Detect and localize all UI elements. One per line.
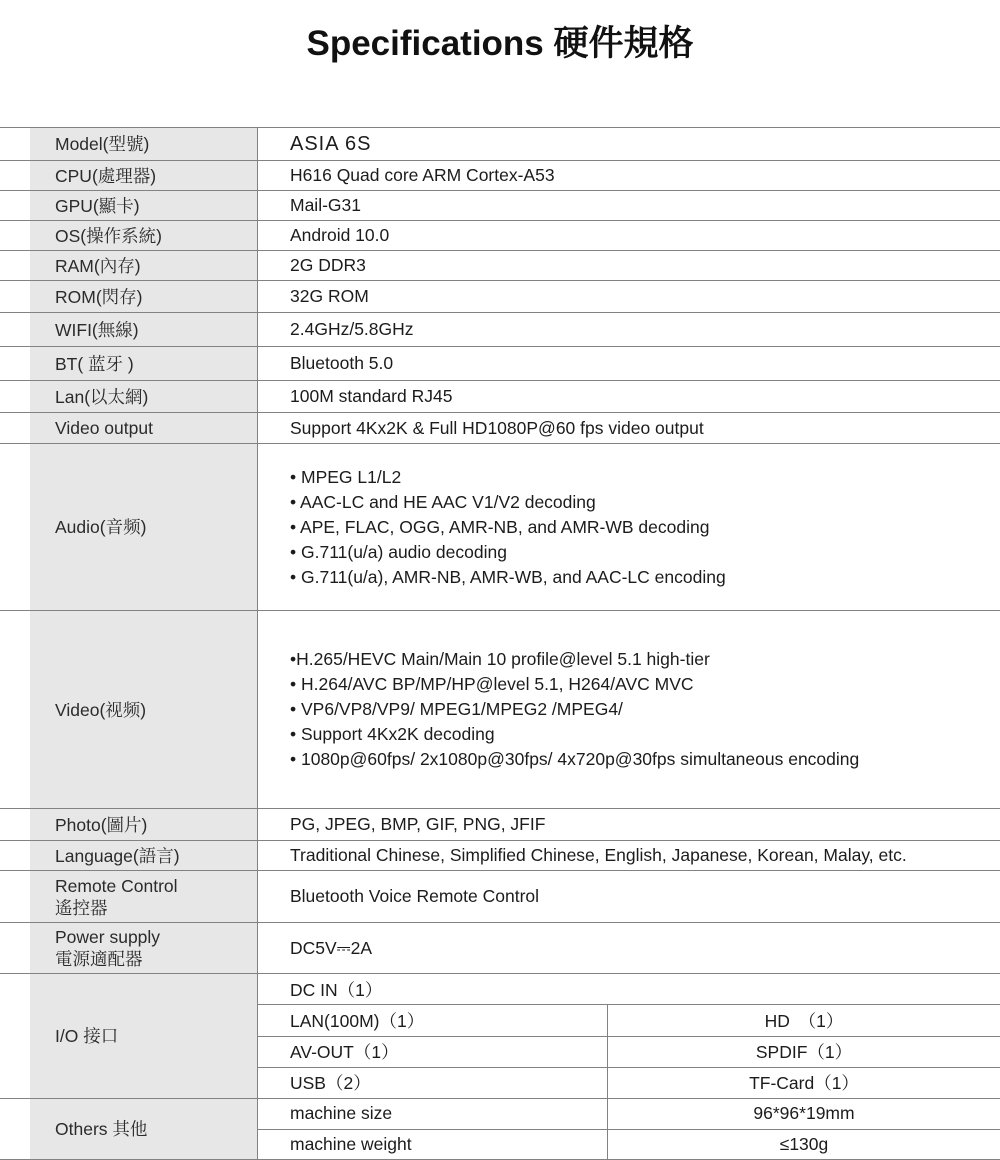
machine-weight-label: machine weight	[290, 1133, 412, 1154]
left-margin	[0, 381, 30, 412]
row-label-remote-line1: Remote Control	[55, 875, 178, 896]
row-value-remote: Bluetooth Voice Remote Control	[290, 886, 540, 906]
row-value-photo: PG, JPEG, BMP, GIF, PNG, JFIF	[290, 814, 546, 834]
audio-feature-item: • APE, FLAC, OGG, AMR-NB, and AMR-WB decoding	[290, 516, 710, 537]
spec-row-language	[0, 840, 1000, 870]
row-label-audio: Audio(音频)	[55, 517, 147, 537]
row-value-model: ASIA 6S	[290, 132, 372, 155]
spec-row-photo	[0, 808, 1000, 840]
row-label-bt: BT( 蓝牙 )	[55, 353, 134, 374]
audio-feature-item: • G.711(u/a) audio decoding	[290, 541, 507, 562]
audio-feature-list	[258, 444, 1000, 610]
spec-row-io	[0, 973, 1000, 1098]
io-subrow-dcin	[258, 974, 1000, 1004]
io-subrow-1	[258, 1004, 1000, 1035]
row-label-video: Video(视频)	[55, 699, 147, 720]
row-label-io: I/O 接口	[55, 1026, 119, 1046]
io-spdif: SPDIF（1）	[755, 1042, 853, 1063]
io-subtable	[258, 974, 1000, 1098]
left-margin	[0, 413, 30, 443]
row-label-others: Others 其他	[55, 1119, 148, 1139]
spec-row-power	[0, 922, 1000, 973]
row-label-os: OS(操作系統)	[55, 225, 162, 246]
left-margin	[0, 444, 30, 610]
row-value-power: DC5V⎓2A	[290, 937, 373, 958]
io-usb: USB（2）	[290, 1073, 371, 1094]
left-margin	[0, 611, 30, 808]
row-label-wifi: WIFI(無線)	[55, 319, 139, 340]
spec-row-video	[0, 610, 1000, 808]
io-lan: LAN(100M)（1）	[290, 1010, 425, 1031]
left-margin	[0, 221, 30, 250]
io-avout: AV-OUT（1）	[290, 1042, 399, 1063]
row-value-language: Traditional Chinese, Simplified Chinese, English, Japanese, Korean, Malay, etc.	[290, 845, 907, 865]
left-margin	[0, 871, 30, 922]
page-title: Specifications 硬件規格	[306, 24, 694, 63]
row-value-cpu: H616 Quad core ARM Cortex-A53	[290, 165, 555, 185]
spec-row-video-output	[0, 412, 1000, 443]
spec-row-rom	[0, 280, 1000, 312]
row-value-rom: 32G ROM	[290, 286, 369, 306]
io-dcin: DC IN（1）	[290, 979, 383, 1000]
row-label-rom: ROM(閃存)	[55, 286, 143, 307]
left-margin	[0, 809, 30, 840]
row-value-video-output: Support 4Kx2K & Full HD1080P@60 fps video output	[290, 417, 704, 438]
others-subrow-weight	[258, 1129, 1000, 1160]
row-label-power-line1: Power supply	[55, 927, 161, 947]
spec-row-cpu	[0, 160, 1000, 190]
left-margin	[0, 281, 30, 312]
left-margin	[0, 347, 30, 380]
row-label-cpu: CPU(處理器)	[55, 165, 157, 186]
left-margin	[0, 313, 30, 346]
left-margin	[0, 251, 30, 280]
video-feature-item: •H.265/HEVC Main/Main 10 profile@level 5.1 high-tier	[290, 649, 710, 669]
spec-row-remote	[0, 870, 1000, 922]
spec-table	[0, 127, 1000, 1160]
row-value-gpu: Mail-G31	[290, 195, 361, 215]
row-label-ram: RAM(內存)	[55, 255, 141, 276]
row-value-os: Android 10.0	[290, 225, 390, 245]
spec-row-gpu	[0, 190, 1000, 220]
audio-feature-item: • AAC-LC and HE AAC V1/V2 decoding	[290, 491, 596, 512]
audio-feature-item: • MPEG L1/L2	[290, 466, 402, 487]
io-subrow-3	[258, 1067, 1000, 1098]
machine-size-value: 96*96*19mm	[753, 1103, 855, 1124]
spec-row-model	[0, 127, 1000, 160]
machine-weight-value: ≤130g	[779, 1133, 829, 1154]
left-margin	[0, 923, 30, 973]
spec-row-bt	[0, 346, 1000, 380]
spec-row-others	[0, 1098, 1000, 1159]
left-margin	[0, 128, 30, 160]
video-feature-item: • 1080p@60fps/ 2x1080p@30fps/ 4x720p@30fps simultaneous encoding	[290, 749, 860, 769]
audio-feature-item: • G.711(u/a), AMR-NB, AMR-WB, and AAC-LC encoding	[290, 566, 726, 587]
left-margin	[0, 974, 30, 1098]
spec-row-os	[0, 220, 1000, 250]
machine-size-label: machine size	[290, 1103, 393, 1124]
io-hd: HD （1）	[764, 1010, 844, 1031]
row-label-power-line2: 電源適配器	[55, 949, 143, 969]
others-subrow-size	[258, 1099, 1000, 1129]
row-label-lan: Lan(以太網)	[55, 386, 149, 407]
row-value-lan: 100M standard RJ45	[290, 386, 453, 406]
row-label-photo: Photo(圖片)	[55, 814, 148, 835]
left-margin	[0, 841, 30, 870]
video-feature-item: • VP6/VP8/VP9/ MPEG1/MPEG2 /MPEG4/	[290, 699, 623, 719]
left-margin	[0, 161, 30, 190]
spec-row-lan	[0, 380, 1000, 412]
others-subtable	[258, 1099, 1000, 1159]
row-label-remote-line2: 遙控器	[55, 897, 108, 918]
row-value-bt: Bluetooth 5.0	[290, 353, 394, 373]
spec-row-ram	[0, 250, 1000, 280]
left-margin	[0, 191, 30, 220]
row-label-language: Language(語言)	[55, 845, 180, 866]
video-feature-list	[258, 611, 1000, 808]
video-feature-item: • H.264/AVC BP/MP/HP@level 5.1, H264/AVC MVC	[290, 674, 694, 694]
row-label-gpu: GPU(顯卡)	[55, 195, 140, 216]
row-label-video-output: Video output	[55, 418, 153, 438]
spec-row-audio	[0, 443, 1000, 610]
row-value-wifi: 2.4GHz/5.8GHz	[290, 319, 414, 339]
io-subrow-2	[258, 1036, 1000, 1067]
row-label-model: Model(型號)	[55, 134, 150, 154]
io-tfcard: TF-Card（1）	[749, 1073, 859, 1094]
spec-row-wifi	[0, 312, 1000, 346]
row-value-ram: 2G DDR3	[290, 255, 366, 275]
left-margin	[0, 1099, 30, 1159]
video-feature-item: • Support 4Kx2K decoding	[290, 724, 495, 744]
